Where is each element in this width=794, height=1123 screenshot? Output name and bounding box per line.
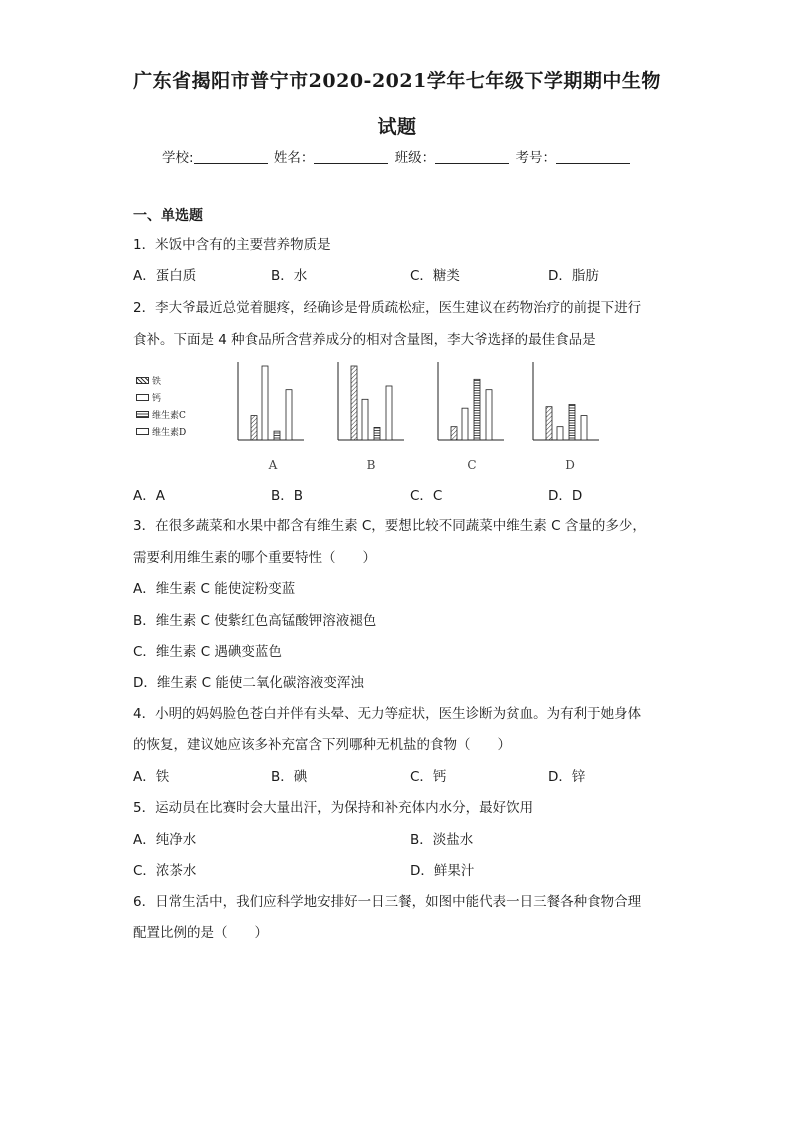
chart-c-bar-iron — [451, 427, 457, 440]
q1-option-c[interactable]: C．糖类 — [410, 268, 460, 284]
chart-b-bar-iron — [351, 366, 357, 440]
q4-option-d[interactable]: D．锌 — [548, 769, 586, 785]
chart-c-bar-vitamin-c — [474, 379, 480, 440]
q3-option-d[interactable]: D．维生素 C 能使二氧化碳溶液变浑浊 — [133, 675, 364, 691]
q3-option-a[interactable]: A．维生素 C 能使淀粉变蓝 — [133, 581, 296, 597]
q3-stem-line1: 3．在很多蔬菜和水果中都含有维生素 C，要想比较不同蔬菜中维生素 C 含量的多少， — [133, 518, 646, 534]
q4-option-a[interactable]: A．铁 — [133, 769, 170, 785]
chart-c-bar-calcium — [462, 408, 468, 440]
name-label: 姓名： — [273, 150, 315, 166]
chart-b-bar-calcium — [362, 399, 368, 440]
q2-stem-line1: 2．李大爷最近总觉着腿疼，经确诊是骨质疏松症，医生建议在药物治疗的前提下进行 — [133, 300, 642, 316]
chart-b-bar-vitamin-c — [374, 427, 380, 440]
class-label: 班级： — [394, 150, 436, 166]
chart-a-bar-iron — [251, 416, 257, 440]
q2-option-c[interactable]: C．C — [410, 488, 443, 504]
chart-d-bar-vitamin-c — [569, 404, 575, 440]
exam-no-label: 考号： — [515, 150, 556, 166]
chart-label-a: A — [268, 458, 278, 472]
q2-option-b[interactable]: B．B — [271, 488, 304, 504]
q4-option-c[interactable]: C．钙 — [410, 769, 447, 785]
q2-option-d[interactable]: D．D — [548, 488, 583, 504]
q1-stem: 1．米饭中含有的主要营养物质是 — [133, 237, 331, 253]
legend-vitamin-c: 维生素C — [136, 406, 186, 423]
school-label: 学校: — [162, 150, 194, 166]
chart-b-bar-vitamin-d — [386, 386, 392, 440]
q1-option-d[interactable]: D．脂肪 — [548, 268, 599, 284]
chart-a-bar-vitamin-c — [274, 431, 280, 440]
chart-c-bar-vitamin-d — [486, 390, 492, 440]
q5-stem: 5．运动员在比赛时会大量出汗，为保持和补充体内水分，最好饮用 — [133, 800, 534, 816]
q3-option-b[interactable]: B．维生素 C 使紫红色高锰酸钾溶液褪色 — [133, 613, 377, 629]
chart-d-bar-calcium — [557, 427, 563, 440]
legend-iron: 铁 — [136, 372, 186, 389]
q2-stem-line2: 食补。下面是 4 种食品所含营养成分的相对含量图，李大爷选择的最佳食品是 — [133, 332, 596, 348]
doc-title-line1: 广东省揭阳市普宁市2020-2021学年七年级下学期期中生物 — [133, 70, 661, 92]
chart-d-bar-vitamin-d — [581, 416, 587, 440]
q4-stem-line1: 4．小明的妈妈脸色苍白并伴有头晕、无力等症状，医生诊断为贫血。为有利于她身体 — [133, 706, 642, 722]
chart-label-d: D — [565, 458, 575, 472]
q5-option-d[interactable]: D．鲜果汁 — [410, 863, 475, 879]
q4-stem-line2: 的恢复，建议她应该多补充富含下列哪种无机盐的食物（ ） — [133, 737, 511, 753]
q6-stem-line2: 配置比例的是（ ） — [133, 925, 268, 941]
chart-a-bar-vitamin-d — [286, 390, 292, 440]
legend-vitamin-d: 维生素D — [136, 423, 186, 440]
chart-label-b: B — [366, 458, 376, 472]
q1-option-a[interactable]: A．蛋白质 — [133, 268, 197, 284]
q2-option-a[interactable]: A．A — [133, 488, 165, 504]
legend-calcium: 钙 — [136, 389, 186, 406]
q5-option-c[interactable]: C．浓茶水 — [133, 863, 197, 879]
doc-title-line2: 试题 — [377, 116, 417, 138]
chart-a-bar-calcium — [262, 366, 268, 440]
chart-label-c: C — [467, 458, 477, 472]
q3-stem-line2: 需要利用维生素的哪个重要特性（ ） — [133, 550, 376, 566]
q4-option-b[interactable]: B．碘 — [271, 769, 308, 785]
q5-option-b[interactable]: B．淡盐水 — [410, 832, 474, 848]
chart-d-bar-iron — [546, 407, 552, 440]
q5-option-a[interactable]: A．纯净水 — [133, 832, 197, 848]
q1-option-b[interactable]: B．水 — [271, 268, 308, 284]
section-title: 一、单选题 — [133, 208, 203, 224]
q3-option-c[interactable]: C．维生素 C 遇碘变蓝色 — [133, 644, 282, 660]
q6-stem-line1: 6．日常生活中，我们应科学地安排好一日三餐，如图中能代表一日三餐各种食物合理 — [133, 894, 642, 910]
